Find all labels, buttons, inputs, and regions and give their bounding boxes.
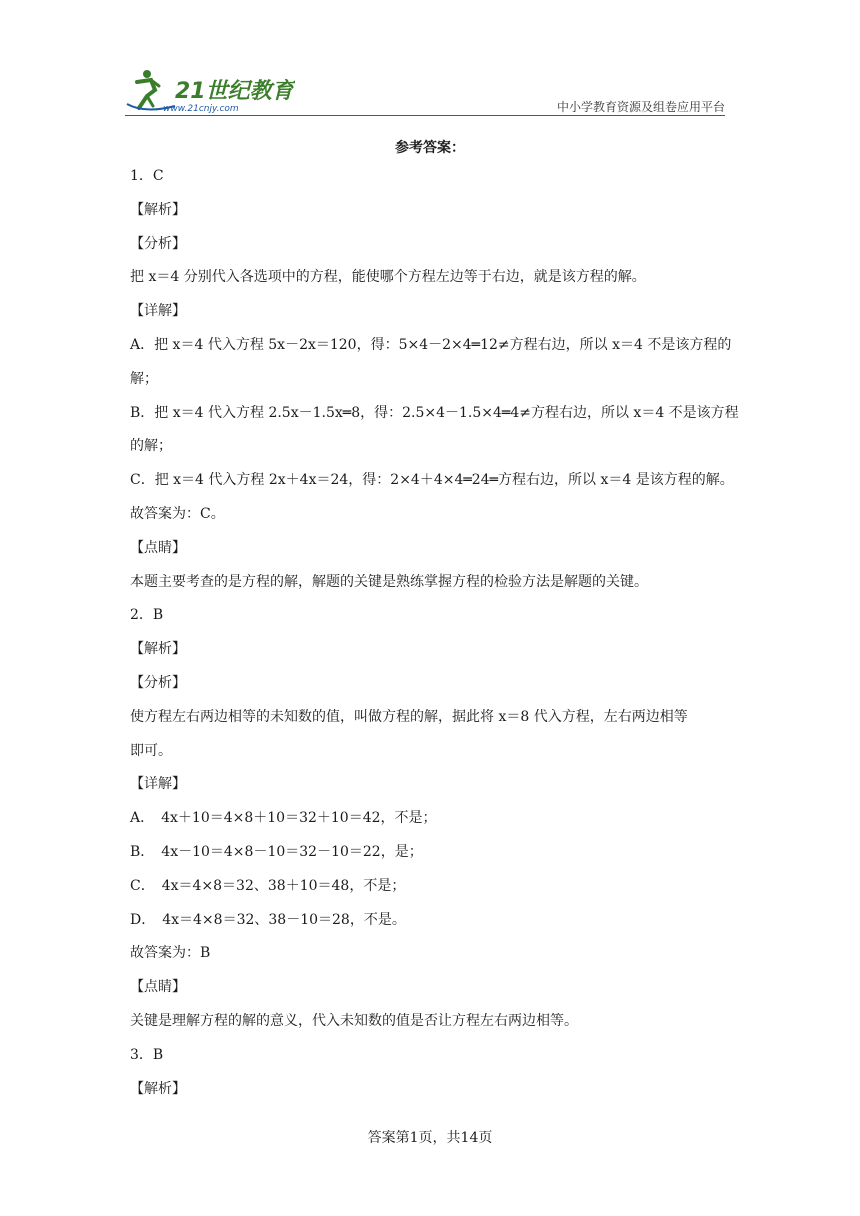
text-line: 【解析】: [130, 201, 186, 218]
text-line: C．把 x＝4 代入方程 2x＋4x＝24，得：2×4＋4×4═24═方程右边，所以 x＝4 是该方程的解。: [130, 472, 734, 489]
text-line: 【点睛】: [130, 979, 186, 996]
text-line: 使方程左右两边相等的未知数的值，叫做方程的解，据此将 x＝8 代入方程，左右两边相等: [130, 708, 688, 725]
text-line: B．把 x＝4 代入方程 2.5x－1.5x═8，得：2.5×4－1.5×4═4≠方程右边，所以 x＝4 不是该方程: [130, 404, 739, 421]
text-line: 【解析】: [130, 641, 186, 658]
text-line: 本题主要考查的是方程的解，解题的关键是熟练掌握方程的检验方法是解题的关键。: [130, 573, 648, 590]
text-line: A．把 x＝4 代入方程 5x－2x＝120，得：5×4－2×4═12≠方程右边，所以 x＝4 不是该方程的: [130, 336, 732, 353]
page-footer: 答案第1页，共14页: [367, 1130, 493, 1146]
text-line: 的解；: [130, 438, 172, 455]
text-line: B． 4x－10＝4×8－10＝32－10＝22，是；: [130, 843, 423, 860]
logo-url-text: www.21cnjy.com: [163, 104, 239, 114]
text-line: 解；: [130, 370, 158, 387]
header-divider: [125, 115, 725, 116]
text-line: 【点睛】: [130, 539, 186, 556]
page-title: 参考答案：: [395, 140, 465, 156]
answer-content: [130, 160, 739, 1106]
logo-text: 21世纪教育: [175, 79, 294, 104]
text-line: 把 x＝4 分别代入各选项中的方程，能使哪个方程左边等于右边，就是该方程的解。: [130, 269, 646, 286]
platform-name: 中小学教育资源及组卷应用平台: [556, 100, 725, 114]
text-line: 【分析】: [130, 674, 186, 691]
text-line: 【详解】: [130, 303, 186, 320]
page-header: [125, 62, 725, 117]
text-line: 关键是理解方程的解的意义，代入未知数的值是否让方程左右两边相等。: [130, 1012, 578, 1029]
text-line: 2．B: [130, 607, 164, 624]
text-line: C． 4x＝4×8＝32、38＋10＝48，不是；: [130, 877, 406, 894]
logo-21cnjy: [125, 66, 295, 116]
text-line: A． 4x＋10＝4×8＋10＝32＋10＝42，不是；: [130, 810, 437, 827]
text-line: 【解析】: [130, 1080, 186, 1097]
text-line: 故答案为：C。: [130, 505, 225, 522]
text-line: 【详解】: [130, 776, 186, 793]
text-line: 【分析】: [130, 235, 186, 252]
text-line: 即可。: [130, 742, 172, 759]
text-line: 3．B: [130, 1046, 164, 1063]
text-line: 1．C: [130, 168, 164, 184]
text-line: D． 4x＝4×8＝32、38－10＝28，不是。: [130, 911, 406, 928]
text-line: 故答案为：B: [130, 945, 211, 962]
